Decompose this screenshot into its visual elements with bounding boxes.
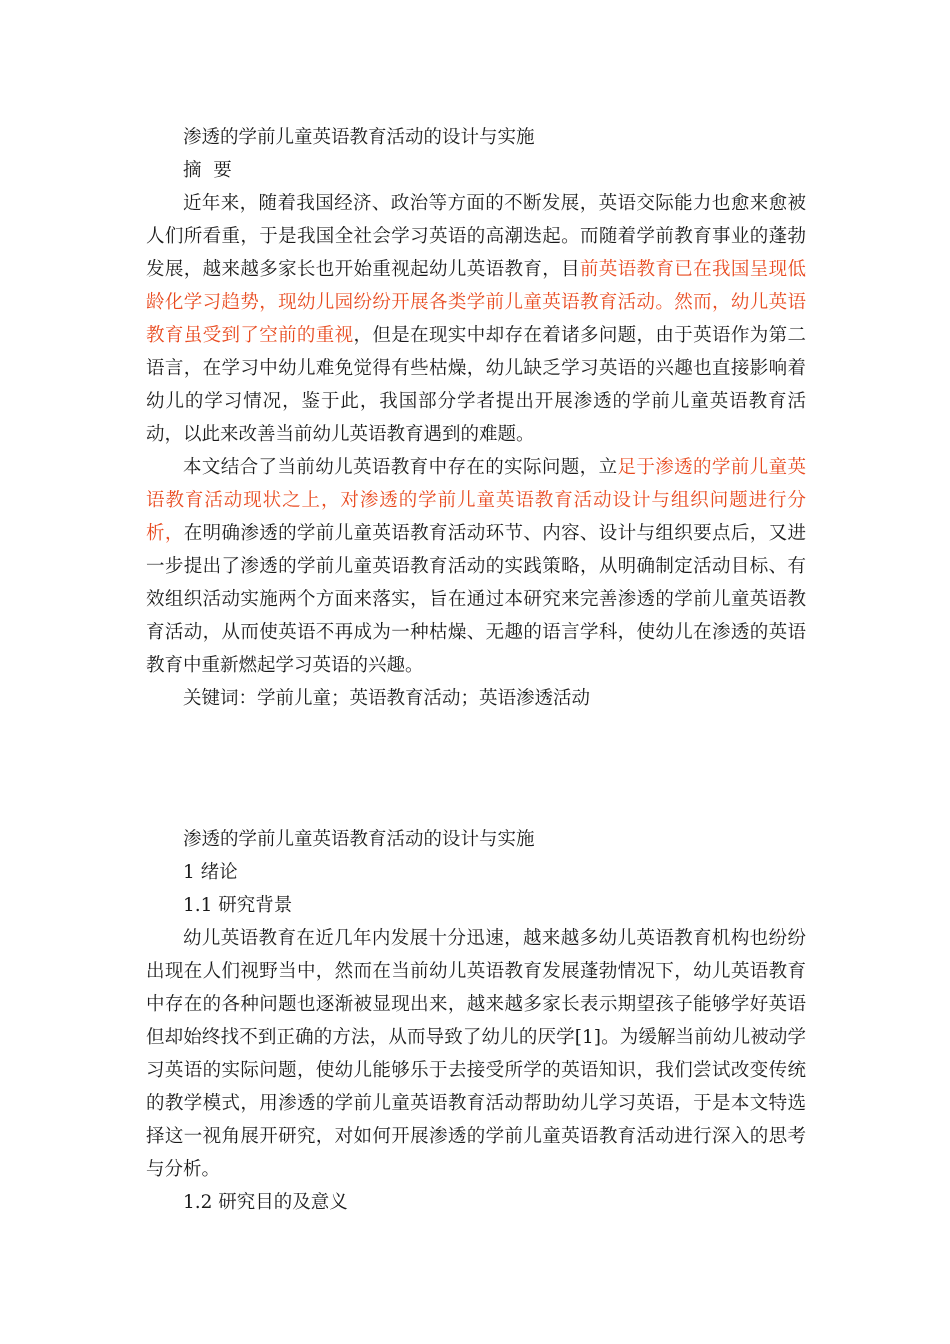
chapter-heading: 1 绪论 bbox=[183, 862, 238, 883]
abstract-p1-text-a: 近年来，随着我国经济、政治等方面的不断发展，英语交际能力也愈来愈被人们所看重，于是我国全社会学习英语的高潮迭起。而随着学前教育事业的蓬勃发展，越来越多家长也开始重视起幼儿英语教育，目 bbox=[146, 193, 806, 280]
keywords: 关键词：学前儿童；英语教育活动；英语渗透活动 bbox=[183, 688, 591, 709]
abstract-p1-text-c: ，但是在现实中却存在着诸多问题，由于英语作为第二语言，在学习中幼儿难免觉得有些枯燥，幼儿缺乏学习英语的兴趣也直接影响着幼儿的学习情况，鉴于此，我国部分学者提出开展渗透的学前儿童英语教育活动，以此来改善当前幼儿英语教育遇到的难题。 bbox=[146, 325, 806, 445]
section-gap bbox=[146, 715, 806, 823]
document-page bbox=[146, 121, 806, 1219]
body-title: 渗透的学前儿童英语教育活动的设计与实施 bbox=[183, 829, 535, 850]
abstract-p2-text-a: 本文结合了当前幼儿英语教育中存在的实际问题，立 bbox=[183, 457, 618, 478]
abstract-p2-highlight: 足于渗透的学前儿童英语教育活动现状之上，对渗透的学前儿童英语教育活动设计与组织问题进行分析， bbox=[146, 457, 806, 544]
abstract-heading: 摘 要 bbox=[183, 160, 232, 181]
abstract-paragraph-2 bbox=[146, 451, 806, 682]
abstract-title: 渗透的学前儿童英语教育活动的设计与实施 bbox=[183, 127, 535, 148]
section-heading-1-1: 1.1 研究背景 bbox=[183, 895, 293, 916]
abstract-paragraph-1 bbox=[146, 187, 806, 451]
background-paragraph: 幼儿英语教育在近几年内发展十分迅速，越来越多幼儿英语教育机构也纷纷出现在人们视野当中，然而在当前幼儿英语教育发展蓬勃情况下，幼儿英语教育中存在的各种问题也逐渐被显现出来，越来越多家长表示期望孩子能够学好英语但却始终找不到正确的方法，从而导致了幼儿的厌学[1]。为缓解当前幼儿被动学习英语的实际问题，使幼儿能够乐于去接受所学的英语知识，我们尝试改变传统的教学模式，用渗透的学前儿童英语教育活动帮助幼儿学习英语，于是本文特选择这一视角展开研究，对如何开展渗透的学前儿童英语教育活动进行深入的思考与分析。 bbox=[146, 928, 806, 1180]
section-heading-1-2: 1.2 研究目的及意义 bbox=[183, 1192, 348, 1213]
abstract-p1-highlight: 前英语教育已在我国呈现低龄化学习趋势，现幼儿园纷纷开展各类学前儿童英语教育活动。然而，幼儿英语教育虽受到了空前的重视 bbox=[146, 259, 806, 346]
abstract-p2-text-c: 在明确渗透的学前儿童英语教育活动环节、内容、设计与组织要点后，又进一步提出了渗透的学前儿童英语教育活动的实践策略，从明确制定活动目标、有效组织活动实施两个方面来落实，旨在通过本研究来完善渗透的学前儿童英语教育活动，从而使英语不再成为一种枯燥、无趣的语言学科，使幼儿在渗透的英语教育中重新燃起学习英语的兴趣。 bbox=[146, 523, 806, 676]
